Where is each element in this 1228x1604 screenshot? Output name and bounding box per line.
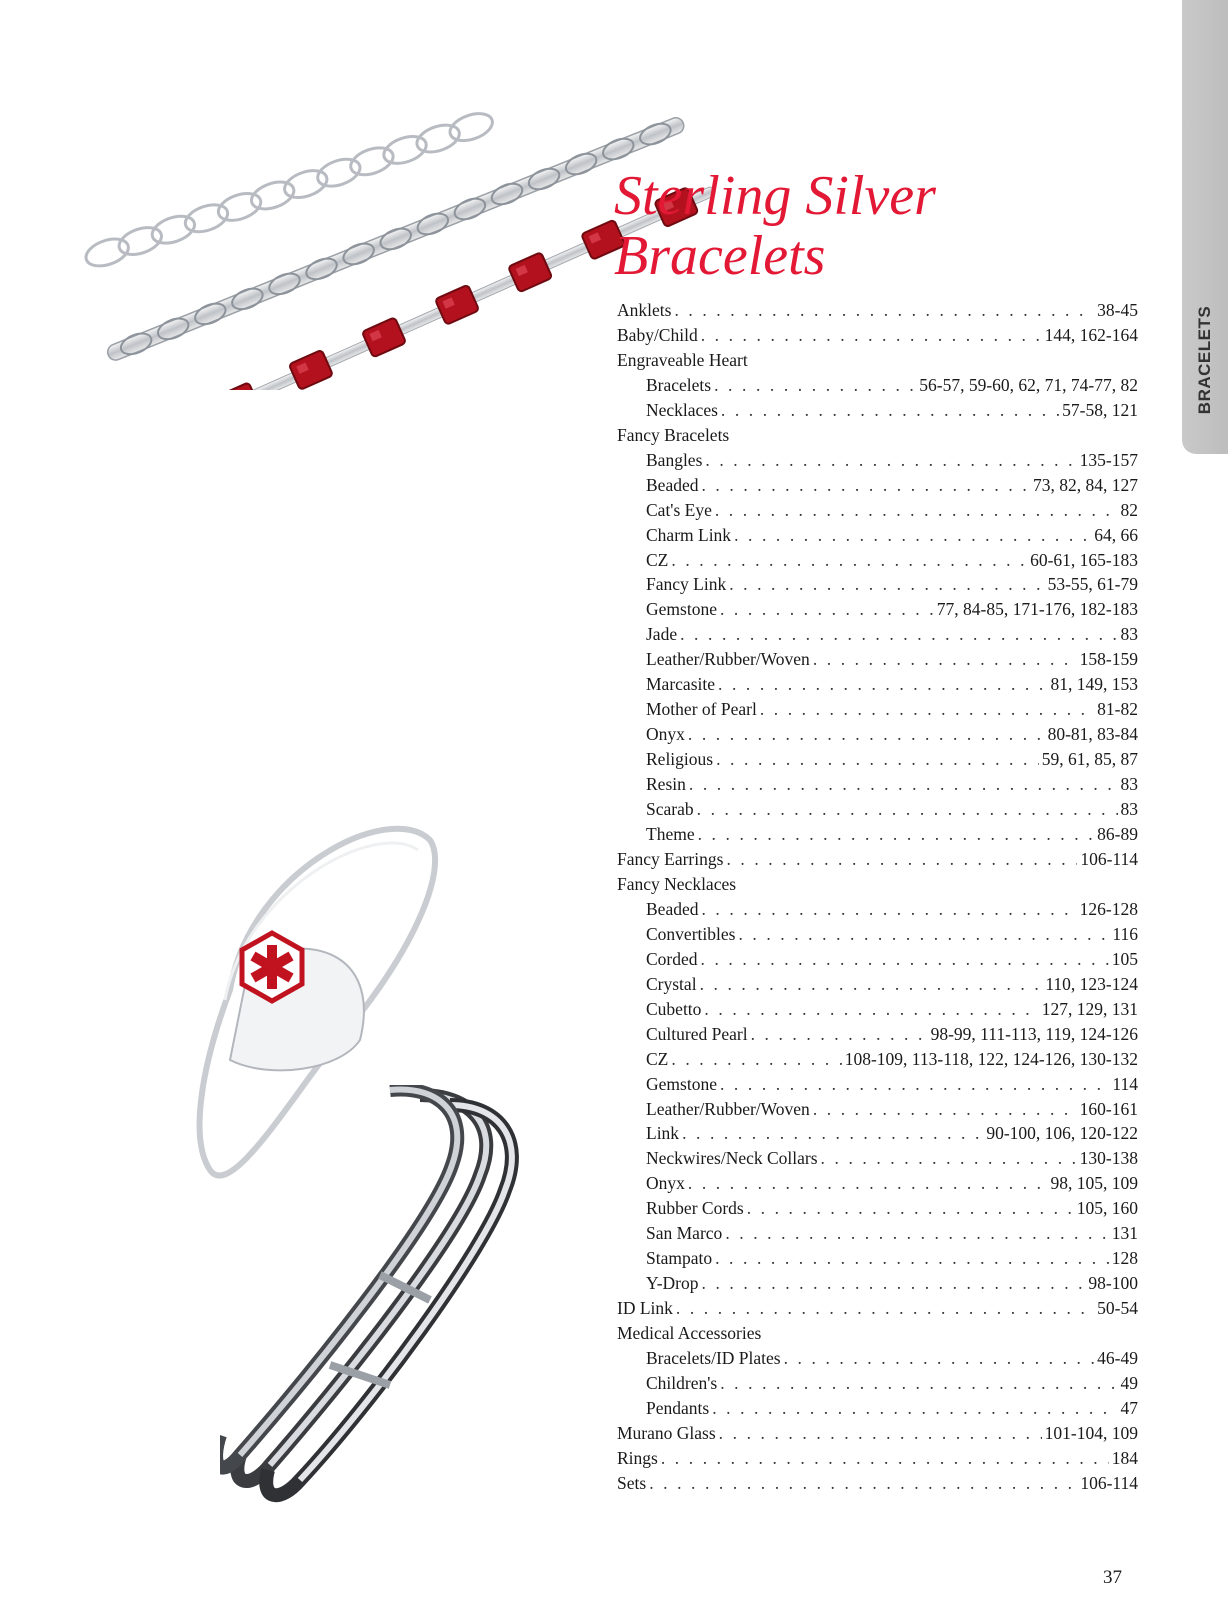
index-label: Religious	[646, 749, 714, 770]
dot-leader	[725, 1221, 1108, 1246]
dot-leader	[714, 373, 916, 398]
index-label: Pendants	[646, 1397, 710, 1418]
dot-leader	[705, 448, 1076, 473]
dot-leader	[671, 548, 1027, 573]
index-subentry	[617, 498, 1138, 523]
index-label: Theme	[646, 824, 695, 845]
index-label: Y-Drop	[646, 1273, 699, 1294]
index-entry	[617, 423, 1138, 448]
index-subentry	[617, 897, 1138, 922]
index-label: Cat's Eye	[646, 499, 712, 520]
title-line-1: Sterling Silver	[614, 165, 936, 227]
index-subentry	[617, 647, 1138, 672]
index-label: Corded	[646, 948, 698, 969]
dot-leader	[688, 722, 1045, 747]
dot-leader	[751, 1022, 928, 1047]
index-label: Bangles	[646, 449, 703, 470]
index-pages: 49	[1120, 1372, 1138, 1393]
title-line-2: Bracelets	[614, 225, 826, 287]
index-label: Leather/Rubber/Woven	[646, 1098, 810, 1119]
dot-leader	[680, 622, 1117, 647]
index-subentry	[617, 1396, 1138, 1421]
index-label: Engraveable Heart	[617, 349, 748, 370]
dot-leader	[688, 1171, 1048, 1196]
dot-leader	[701, 473, 1030, 498]
index-label: CZ	[646, 1048, 669, 1069]
index-subentry	[617, 1047, 1138, 1072]
index-pages: 53-55, 61-79	[1047, 574, 1138, 595]
index-subentry	[617, 1121, 1138, 1146]
index-pages: 50-54	[1097, 1298, 1138, 1319]
index-pages: 47	[1120, 1397, 1138, 1418]
page-number: 37	[1103, 1567, 1122, 1588]
index-label: San Marco	[646, 1223, 723, 1244]
index-pages: 126-128	[1079, 898, 1138, 919]
index-pages: 131	[1111, 1223, 1138, 1244]
index-label: Mother of Pearl	[646, 699, 757, 720]
index-subentry	[617, 772, 1138, 797]
index-subentry	[617, 822, 1138, 847]
index-subentry	[617, 1221, 1138, 1246]
dot-leader	[674, 298, 1094, 323]
product-index	[617, 298, 1138, 1496]
index-subentry	[617, 722, 1138, 747]
index-pages: 83	[1120, 799, 1138, 820]
dot-leader	[813, 1097, 1077, 1122]
index-subentry	[617, 1022, 1138, 1047]
dot-leader	[649, 1471, 1077, 1496]
index-subentry	[617, 972, 1138, 997]
double-link-chain	[82, 109, 495, 271]
index-label: Medical Accessories	[617, 1323, 762, 1344]
index-label: Fancy Bracelets	[617, 424, 730, 445]
dot-leader	[661, 1446, 1109, 1471]
index-label: Link	[646, 1123, 680, 1144]
index-pages: 83	[1120, 774, 1138, 795]
index-label: Gemstone	[646, 599, 717, 620]
index-label: Rings	[617, 1447, 658, 1468]
index-subentry	[617, 1346, 1138, 1371]
dot-leader	[689, 772, 1118, 797]
index-subentry	[617, 597, 1138, 622]
dot-leader	[676, 1296, 1094, 1321]
dot-leader	[716, 747, 1039, 772]
index-label: Baby/Child	[617, 324, 698, 345]
index-label: Resin	[646, 774, 686, 795]
dot-leader	[719, 1421, 1042, 1446]
medical-star-emblem	[242, 933, 302, 1001]
dot-leader	[715, 498, 1118, 523]
index-label: Sets	[617, 1472, 647, 1493]
index-pages: 38-45	[1097, 300, 1138, 320]
index-entry	[617, 1421, 1138, 1446]
index-subentry	[617, 523, 1138, 548]
index-label: Stampato	[646, 1248, 713, 1269]
index-pages: 114	[1112, 1073, 1138, 1094]
dot-leader	[697, 797, 1118, 822]
index-pages: 64, 66	[1094, 524, 1138, 545]
index-subentry	[617, 548, 1138, 573]
index-pages: 101-104, 109	[1044, 1422, 1138, 1443]
index-entry	[617, 323, 1138, 348]
index-subentry	[617, 448, 1138, 473]
index-label: Jade	[646, 624, 678, 645]
index-pages: 130-138	[1079, 1148, 1138, 1169]
dot-leader	[729, 572, 1044, 597]
index-subentry	[617, 572, 1138, 597]
index-pages: 56-57, 59-60, 62, 71, 74-77, 82	[919, 374, 1138, 395]
dot-leader	[720, 1072, 1109, 1097]
section-tab-label: BRACELETS	[1195, 305, 1214, 415]
index-label: Bracelets/ID Plates	[646, 1348, 781, 1369]
index-label: Anklets	[617, 300, 672, 320]
index-subentry	[617, 622, 1138, 647]
dot-leader	[738, 922, 1109, 947]
index-label: Bracelets	[646, 374, 712, 395]
index-pages: 160-161	[1079, 1098, 1138, 1119]
index-subentry	[617, 672, 1138, 697]
index-pages: 105, 160	[1076, 1198, 1138, 1219]
index-subentry	[617, 473, 1138, 498]
index-label: Convertibles	[646, 923, 736, 944]
index-subentry	[617, 947, 1138, 972]
index-subentry	[617, 697, 1138, 722]
page-title	[614, 166, 1174, 286]
index-subentry	[617, 398, 1138, 423]
index-label: Leather/Rubber/Woven	[646, 649, 810, 670]
index-pages: 57-58, 121	[1062, 399, 1138, 420]
index-entry	[617, 1446, 1138, 1471]
dot-leader	[821, 1146, 1077, 1171]
index-pages: 127, 129, 131	[1041, 998, 1138, 1019]
index-pages: 106-114	[1080, 1472, 1138, 1493]
dot-leader	[721, 398, 1059, 423]
index-label: Fancy Link	[646, 574, 727, 595]
index-pages: 82	[1120, 499, 1138, 520]
dot-leader	[702, 1271, 1086, 1296]
index-label: Beaded	[646, 898, 699, 919]
index-pages: 80-81, 83-84	[1047, 724, 1138, 745]
index-pages: 59, 61, 85, 87	[1041, 749, 1138, 770]
dot-leader	[720, 1371, 1117, 1396]
dot-leader	[698, 822, 1095, 847]
index-subentry	[617, 922, 1138, 947]
index-pages: 108-109, 113-118, 122, 124-126, 130-132	[844, 1048, 1138, 1069]
index-entry	[617, 298, 1138, 323]
dot-leader	[813, 647, 1077, 672]
dot-leader	[701, 947, 1109, 972]
dot-leader	[701, 323, 1042, 348]
index-entry	[617, 1296, 1138, 1321]
index-subentry	[617, 997, 1138, 1022]
dot-leader	[704, 997, 1038, 1022]
triple-cuff-bangle-photo	[220, 1085, 520, 1515]
index-pages: 116	[1112, 923, 1138, 944]
index-pages: 184	[1111, 1447, 1138, 1468]
index-pages: 128	[1111, 1248, 1138, 1269]
index-entry	[617, 1471, 1138, 1496]
index-label: Neckwires/Neck Collars	[646, 1148, 818, 1169]
index-pages: 81, 149, 153	[1050, 674, 1138, 695]
index-entry	[617, 348, 1138, 373]
dot-leader	[726, 847, 1077, 872]
dot-leader	[734, 523, 1091, 548]
index-entry	[617, 847, 1138, 872]
index-subentry	[617, 1196, 1138, 1221]
index-pages: 135-157	[1079, 449, 1138, 470]
index-entry	[617, 872, 1138, 897]
index-pages: 73, 82, 84, 127	[1033, 474, 1138, 495]
index-subentry	[617, 1246, 1138, 1271]
dot-leader	[712, 1396, 1117, 1421]
index-subentry	[617, 1146, 1138, 1171]
index-subentry	[617, 1271, 1138, 1296]
index-label: Gemstone	[646, 1073, 717, 1094]
index-pages: 86-89	[1097, 824, 1138, 845]
index-entry	[617, 1321, 1138, 1346]
index-label: Scarab	[646, 799, 694, 820]
index-label: Rubber Cords	[646, 1198, 744, 1219]
dot-leader	[671, 1047, 841, 1072]
index-label: Cubetto	[646, 998, 702, 1019]
index-subentry	[617, 373, 1138, 398]
index-label: Necklaces	[646, 399, 718, 420]
index-pages: 98, 105, 109	[1050, 1173, 1138, 1194]
index-label: Marcasite	[646, 674, 715, 695]
index-pages: 98-99, 111-113, 119, 124-126	[930, 1023, 1138, 1044]
index-pages: 110, 123-124	[1045, 973, 1138, 994]
index-pages: 60-61, 165-183	[1030, 549, 1138, 570]
index-label: Onyx	[646, 1173, 685, 1194]
index-label: Cultured Pearl	[646, 1023, 748, 1044]
index-label: Children's	[646, 1372, 718, 1393]
index-pages: 98-100	[1088, 1273, 1138, 1294]
index-label: Charm Link	[646, 524, 732, 545]
index-subentry	[617, 1171, 1138, 1196]
index-label: Onyx	[646, 724, 685, 745]
index-label: Beaded	[646, 474, 699, 495]
dot-leader	[682, 1121, 983, 1146]
index-subentry	[617, 1371, 1138, 1396]
index-pages: 77, 84-85, 171-176, 182-183	[936, 599, 1138, 620]
dot-leader	[760, 697, 1094, 722]
index-label: Murano Glass	[617, 1422, 716, 1443]
dot-leader	[784, 1346, 1095, 1371]
index-subentry	[617, 1072, 1138, 1097]
index-subentry	[617, 1097, 1138, 1122]
dot-leader	[701, 897, 1076, 922]
dot-leader	[718, 672, 1048, 697]
index-pages: 46-49	[1097, 1348, 1138, 1369]
dot-leader	[715, 1246, 1109, 1271]
index-pages: 105	[1111, 948, 1138, 969]
index-pages: 81-82	[1097, 699, 1138, 720]
index-label: CZ	[646, 549, 669, 570]
dot-leader	[747, 1196, 1074, 1221]
index-pages: 158-159	[1079, 649, 1138, 670]
index-pages: 90-100, 106, 120-122	[986, 1123, 1138, 1144]
index-pages: 106-114	[1080, 848, 1138, 869]
dot-leader	[720, 597, 934, 622]
index-label: Fancy Earrings	[617, 848, 724, 869]
index-label: ID Link	[617, 1298, 673, 1319]
index-pages: 83	[1120, 624, 1138, 645]
index-label: Crystal	[646, 973, 697, 994]
index-subentry	[617, 797, 1138, 822]
index-pages: 144, 162-164	[1044, 324, 1138, 345]
section-tab	[1182, 0, 1228, 454]
index-label: Fancy Necklaces	[617, 873, 737, 894]
dot-leader	[700, 972, 1043, 997]
index-subentry	[617, 747, 1138, 772]
